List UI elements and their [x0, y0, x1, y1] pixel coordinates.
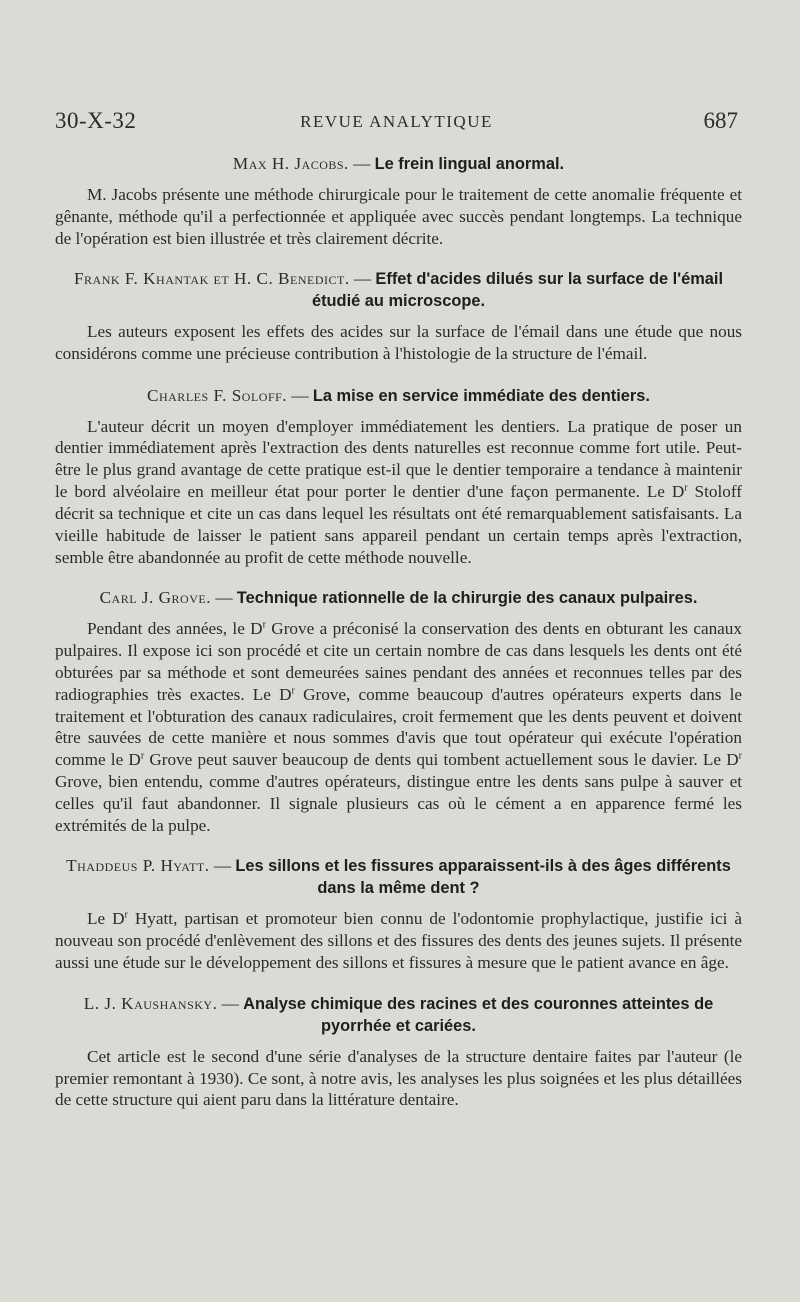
- text-run: L'auteur décrit un moyen d'employer immédiatement les dentiers. La pratique de poser un dentier immédiatement après l'extraction des dents naturelles est reconnue comme fort utile. Peut-être le plus grand avantage de cette pratique est-il que le dentier temporaire a tendance à maintenir le bord alvéolaire en meilleur état pour porter le dentier d'une façon permanente. Le D: [55, 416, 742, 502]
- text-run: Grove peut sauver beaucoup de dents qui tombent actuellement sous le davier. Le D: [144, 750, 739, 770]
- text-run: Grove, bien entendu, comme d'autres opérateurs, distingue entre les dents sans pulpe à sauver et celles qu'il faut abandonner. Il signale plusieurs cas où le cément a en apparence fermé les extrémités de la pulpe.: [55, 772, 742, 836]
- article-list: [55, 153, 742, 1111]
- article-author: Charles F. Soloff.: [147, 385, 288, 405]
- article-heading: [55, 993, 742, 1037]
- article: [55, 993, 742, 1112]
- heading-separator: —: [209, 855, 236, 875]
- heading-separator: —: [217, 993, 244, 1013]
- article-author: Frank F. Khantak et H. C. Benedict.: [73, 268, 350, 288]
- title-abbrev: r: [140, 750, 145, 762]
- article-heading: [55, 268, 742, 312]
- title-abbrev: r: [738, 750, 742, 762]
- title-abbrev: r: [291, 684, 295, 696]
- text-run: Grove a préconisé la conservation des dents en obturant les canaux pulpaires. Il expose ici son procédé et cite un certain nombre de cas dans lesquels les dents ont été obturées par sa méthode et sont demeurées saines pendant des années et reconnues telles par des radiographies très exactes. Le D: [55, 618, 742, 704]
- article-author: Max H. Jacobs.: [232, 154, 349, 173]
- text-run: Hyatt, partisan et promoteur bien connu de l'odontomie prophylactique, justifie ici à nouveau son procédé d'enlèvement des sillons et des fissures des dents des jeunes sujets. Il présente aussi une étude sur le développement des sillons et fissures à mesure que le patient avance en âge.: [55, 908, 742, 972]
- heading-separator: —: [349, 268, 376, 288]
- article-heading: [55, 587, 742, 609]
- text-run: Stoloff décrit sa technique et cite un cas dans lequel les résultats ont été remarquablement satisfaisants. La vieille habitude de laisser le patient sans appareil pendant un certain temps après l'extraction, semble être abandonnée au profit de cette méthode nouvelle.: [55, 482, 742, 567]
- article: [55, 385, 742, 569]
- running-header: [55, 108, 738, 138]
- article-heading: [55, 385, 742, 407]
- text-run: Grove, comme beaucoup d'autres opérateurs experts dans le traitement et l'obturation des canaux radiculaires, croit fermement que les dents peuvent et doivent être sauvées de cette manière et nous sommes d'avis que tout opérateur qui exécute l'opération comme le D: [55, 684, 742, 770]
- article-summary: Cet article est le second d'une série d'analyses de la structure dentaire faites par l'auteur (le premier remontant à 1930). Ce sont, à notre avis, les analyses les plus soignées et les plus détaillées de cette structure qui aient paru dans la littérature dentaire.: [55, 1046, 742, 1110]
- article-title: Technique rationnelle de la chirurgie des canaux pulpaires.: [236, 588, 698, 607]
- article-summary: [55, 908, 742, 974]
- article-title: Le frein lingual anormal.: [374, 155, 565, 173]
- article-title: Effet d'acides dilués sur la surface de l'émail étudié au microscope.: [311, 269, 724, 310]
- article-summary: M. Jacobs présente une méthode chirurgicale pour le traitement de cette anomalie fréquente et gênante, méthode qu'il a perfectionnée et appliquée avec succès pendant longtemps. La technique de l'opération est bien illustrée et très clairement décrite.: [55, 185, 742, 248]
- article-title: La mise en service immédiate des dentiers.: [312, 386, 650, 405]
- article-author: L. J. Kaushansky.: [83, 993, 218, 1013]
- article: [55, 855, 742, 974]
- article: [55, 153, 742, 250]
- article-summary: Les auteurs exposent les effets des acides sur la surface de l'émail dans une étude que nous considérons comme une précieuse contribution à l'histologie de la structure de l'émail.: [55, 321, 742, 363]
- article-summary: [55, 416, 742, 569]
- title-abbrev: r: [124, 909, 128, 921]
- article-heading: [55, 153, 742, 175]
- text-run: Pendant des années, le D: [87, 618, 263, 638]
- heading-separator: —: [348, 154, 375, 173]
- heading-separator: —: [287, 385, 313, 405]
- article-summary: [55, 618, 742, 837]
- header-date: 30-X-32: [55, 108, 137, 133]
- article-title: Les sillons et les fissures apparaissent-ils à des âges différents dans la même dent ?: [235, 856, 731, 897]
- title-abbrev: r: [262, 619, 266, 631]
- article: [55, 268, 742, 365]
- text-run: Le D: [87, 908, 125, 928]
- heading-separator: —: [211, 587, 237, 607]
- article-title: Analyse chimique des racines et des couronnes atteintes de pyorrhée et cariées.: [243, 994, 714, 1035]
- article-author: Carl J. Grove.: [99, 587, 212, 607]
- title-abbrev: r: [684, 482, 688, 494]
- page-number: 687: [703, 108, 738, 133]
- article-heading: [55, 855, 742, 899]
- article: [55, 587, 742, 837]
- header-journal-title: REVUE ANALYTIQUE: [300, 112, 493, 131]
- article-author: Thaddeus P. Hyatt.: [66, 855, 210, 875]
